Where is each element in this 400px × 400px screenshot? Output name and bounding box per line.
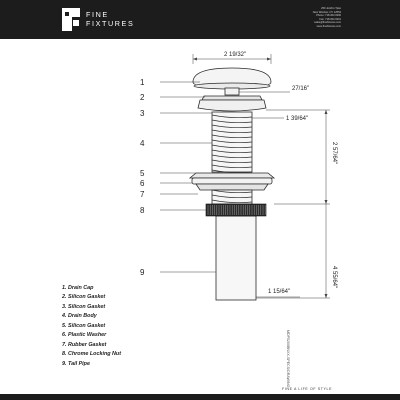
- footer-tagline: FINE A LIFE OF STYLE: [282, 387, 333, 391]
- address-line: 250 Jericho Tpke: [321, 7, 341, 10]
- address-line: Fax: 718.303.0301: [319, 17, 341, 21]
- brand-line-1: FINE: [86, 10, 109, 19]
- legend-item: 7. Rubber Gasket: [62, 341, 107, 348]
- callout-3: 3: [140, 109, 145, 118]
- callout-4: 4: [140, 139, 145, 148]
- address-line: sales@finefixtures.com: [314, 21, 341, 25]
- dim-cap-width: 2 19/32": [224, 52, 247, 58]
- callout-2: 2: [140, 93, 145, 102]
- dim-gasket-width: 27/16": [292, 86, 310, 92]
- silicon-gasket-upper: [202, 96, 262, 100]
- footer-bar: [0, 394, 400, 400]
- parts-legend: [62, 284, 202, 369]
- brand-line-2: FIXTURES: [86, 18, 135, 28]
- side-spec-code: MDP5200BNXX-SPECS/DRAWING: [286, 330, 290, 388]
- dim-tail-width: 1 15/64": [268, 289, 291, 295]
- dim-upper-height: 2 57/64": [331, 142, 337, 165]
- legend-item: 2. Silicon Gasket: [62, 294, 106, 301]
- legend-item: 9. Tail Pipe: [62, 360, 90, 367]
- legend-item: 1. Drain Cap: [62, 285, 94, 291]
- plastic-washer: [192, 178, 272, 184]
- legend-item: 3. Silicon Gasket: [62, 303, 106, 310]
- silicon-gasket-lower: [190, 173, 274, 178]
- dim-thread-width: 1 39/64": [286, 116, 309, 122]
- callout-8: 8: [140, 206, 145, 215]
- address-line: Phone: 718.303.0300: [316, 14, 341, 18]
- drain-flange: [198, 100, 266, 111]
- header-bar: [0, 0, 400, 39]
- callout-9: 9: [140, 268, 145, 277]
- drain-body-lower: [212, 190, 252, 204]
- cap-stem: [225, 88, 239, 95]
- callout-6: 6: [140, 179, 145, 188]
- callout-1: 1: [140, 78, 145, 87]
- legend-item: 5. Silicon Gasket: [62, 322, 106, 329]
- callout-7: 7: [140, 190, 145, 199]
- address-line: New Windsor, NY 12553: [312, 10, 341, 14]
- callout-5: 5: [140, 169, 145, 178]
- legend-item: 4. Drain Body: [62, 313, 97, 320]
- fine-fixtures-logo-icon: [62, 8, 80, 31]
- dim-total-height: 4 55/64": [331, 266, 337, 289]
- tail-pipe: [216, 216, 256, 300]
- chrome-locking-nut: [206, 204, 266, 216]
- rubber-gasket: [196, 184, 268, 190]
- company-address: [275, 7, 341, 29]
- legend-item: 6. Plastic Washer: [62, 332, 107, 339]
- legend-item: 8. Chrome Locking Nut: [62, 351, 122, 358]
- brand-name: [86, 11, 134, 28]
- address-line: www.finefixtures.com: [316, 24, 341, 28]
